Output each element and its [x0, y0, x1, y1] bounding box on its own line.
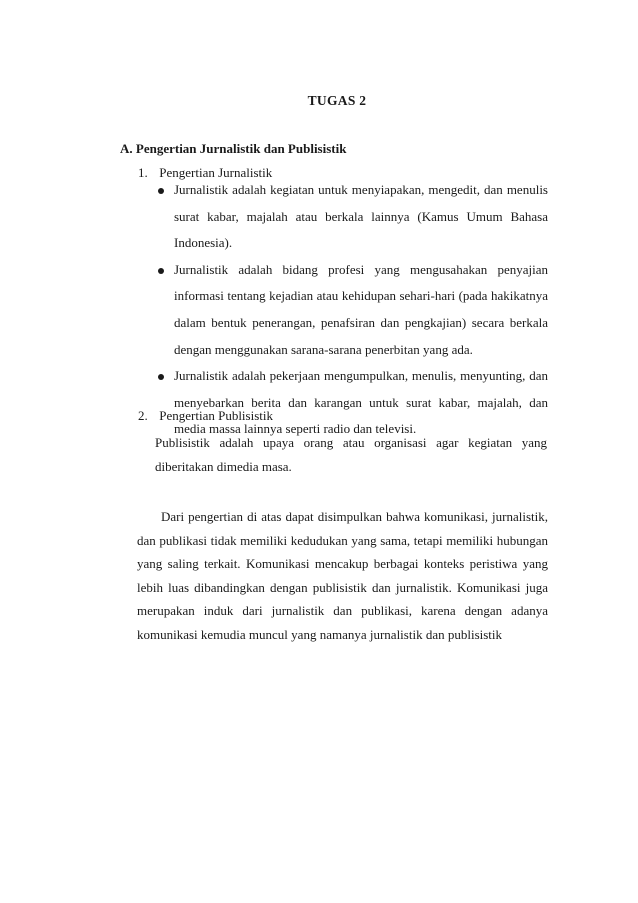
subheading-label: Pengertian Jurnalistik	[159, 165, 273, 180]
bullet-list-jurnalistik	[150, 177, 548, 443]
subheading-number: 2.	[138, 408, 148, 423]
subheading-number: 1.	[138, 165, 148, 180]
page-title: TUGAS 2	[307, 93, 367, 108]
conclusion-paragraph: Dari pengertian di atas dapat disimpulkan bahwa komunikasi, jurnalistik, dan publikasi tidak memiliki kedudukan yang sama, tetapi memiliki hubungan yang saling terkait. Komunikasi mencakup berbagai konteks peristiwa yang lebih luas dibandingkan dengan publisistik dan jurnalistik. Komunikasi juga merupakan induk dari jurnalistik dan publikasi, karena dengan adanya komunikasi kemudia muncul yang namanya jurnalistik dan publisistik	[137, 509, 548, 642]
bullet-item: Jurnalistik adalah kegiatan untuk menyiapakan, mengedit, dan menulis surat kabar, majalah atau berkala lainnya (Kamus Umum Bahasa Indonesia).	[150, 177, 548, 257]
bullet-item: Jurnalistik adalah bidang profesi yang mengusahakan penyajian informasi tentang kejadian atau kehidupan sehari-hari (pada hakikatnya dalam bentuk penerangan, penafsiran dan pengkajian) secara berkala dengan menggunakan sarana-sarana penerbitan yang ada.	[150, 257, 548, 363]
publisistik-description: Publisistik adalah upaya orang atau organisasi agar kegiatan yang diberitakan dimedia masa.	[155, 435, 547, 474]
bullet-item: Jurnalistik adalah pekerjaan mengumpulkan, menulis, menyunting, dan menyebarkan berita dan karangan untuk surat kabar, majalah, dan media massa lainnya seperti radio dan televisi.	[150, 363, 548, 443]
subheading-publisistik	[138, 408, 273, 424]
section-heading: A. Pengertian Jurnalistik dan Publisistik	[120, 141, 347, 156]
subheading-label: Pengertian Publisistik	[159, 408, 273, 423]
